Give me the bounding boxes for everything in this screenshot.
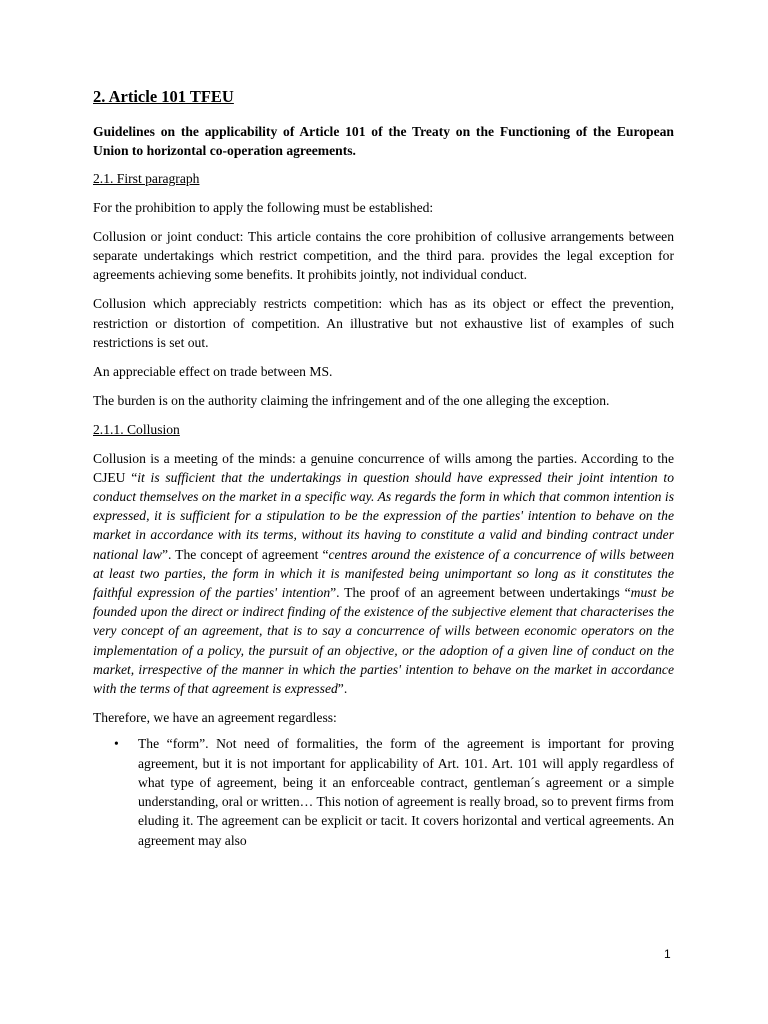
paragraph-appreciable-effect: An appreciable effect on trade between MS. <box>93 364 333 380</box>
list-item <box>93 734 674 849</box>
document-page <box>93 86 674 850</box>
guidelines-title: Guidelines on the applicability of Article 101 of the Treaty on the Functioning of the European Union to horizontal co-operation agreements. <box>93 124 674 159</box>
collusion-quote-2: centres around the existence of a concurrence of wills between at least two parties, the form in which it is manifested being unimportant so long as it constitutes the faithful expression of the parties' intention <box>93 546 675 601</box>
collusion-text-2: ”. The concept of agreement “ <box>161 546 329 562</box>
subsection-collusion: 2.1.1. Collusion <box>93 422 180 438</box>
bullet-text: The “form”. Not need of formalities, the form of the agreement is important for proving agreement, but it is not important for applicability of Art. 101. Art. 101 will apply regardless of what type of agreement, being it an enforceable contract, gentleman´s agreement or a simple understanding, oral or written… This notion of agreement is really broad, so to prevent firms from eluding it. The agreement can be explicit or tacit. It covers horizontal and vertical agreements. An agreement may also <box>138 736 674 848</box>
paragraph-collusion-joint-conduct: Collusion or joint conduct: This article contains the core prohibition of collusive arrangements between separate undertakings which restrict competition, and the third para. provides the legal exception for agreements achieving some benefits. It prohibits jointly, not individual conduct. <box>93 228 674 283</box>
collusion-text-3: ”. The proof of an agreement between undertakings “ <box>330 585 631 601</box>
collusion-quote-3: must be founded upon the direct or indirect finding of the existence of the subjective element that characterises the very concept of an agreement, that is to say a concurrence of wills between economic operators on the implementation of a policy, the pursuit of an objective, or the adoption of a given line of conduct on the market, irrespective of the manner in which the parties' intention to behave on the market in accordance with the terms of that agreement is expressed <box>93 585 674 697</box>
collusion-quote-1: it is sufficient that the undertakings in question should have expressed their joint intention to conduct themselves on the market in a specific way. As regards the form in which that common intention is expressed, it is sufficient for a stipulation to be the expression of the parties' intention to behave on the market in accordance with its terms, without its having to constitute a valid and binding contract under national law <box>93 469 674 562</box>
paragraph-therefore: Therefore, we have an agreement regardless: <box>93 710 337 726</box>
collusion-text-1: Collusion is a meeting of the minds: a genuine concurrence of wills among the parties. According to the CJEU “ <box>93 450 674 485</box>
subsection-first-paragraph: 2.1. First paragraph <box>93 171 200 187</box>
paragraph-prohibition: For the prohibition to apply the following must be established: <box>93 199 434 215</box>
page-number: 1 <box>664 947 671 961</box>
paragraph-collusion-definition <box>93 449 674 699</box>
paragraph-burden: The burden is on the authority claiming the infringement and of the one alleging the exception. <box>93 393 610 409</box>
collusion-text-4: ”. <box>337 681 348 697</box>
paragraph-collusion-restricts: Collusion which appreciably restricts competition: which has as its object or effect the prevention, restriction or distortion of competition. An illustrative but not exhaustive list of examples of such restrictions is set out. <box>93 296 674 350</box>
bullet-icon: • <box>114 736 119 752</box>
section-title: 2. Article 101 TFEU <box>93 87 234 106</box>
agreement-bullet-list <box>93 734 674 849</box>
